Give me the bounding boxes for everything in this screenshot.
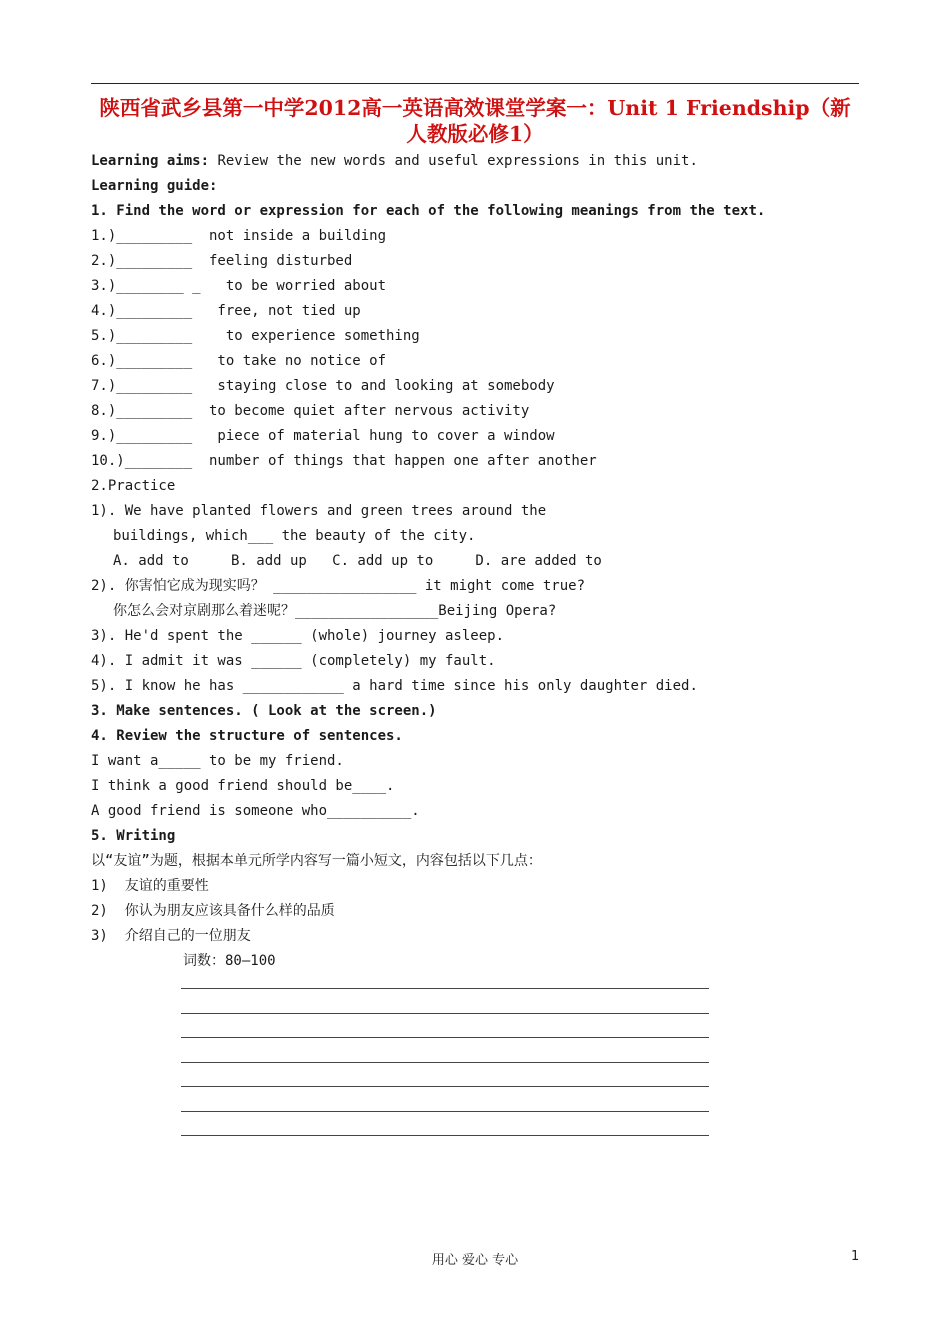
section5-heading: 5. Writing [91,828,176,844]
list-item: 10.)________ number of things that happen one after another [91,453,597,469]
list-item: 7.)_________ staying close to and looking at somebody [91,378,555,394]
practice-q2-line2: 你怎么会对京剧那么着迷呢？_________________Beijing Opera? [113,603,557,619]
list-item: I want a_____ to be my friend. [91,753,344,769]
list-item: 2) 你认为朋友应该具备什么样的品质 [91,903,335,919]
learning-guide-label: Learning guide: [91,178,218,194]
writing-blank-line [181,1086,709,1111]
learning-aims [91,149,881,174]
writing-blank-line [181,988,709,1013]
list-item: 5.)_________ to experience something [91,328,420,344]
writing-blank-line [181,1013,709,1038]
writing-blank-line [181,1062,709,1087]
list-item: 4.)_________ free, not tied up [91,303,361,319]
list-item: 8.)_________ to become quiet after nervous activity [91,403,530,419]
worksheet-body [91,149,881,974]
practice-q5: 5). I know he has ____________ a hard time since his only daughter died. [91,678,698,694]
practice-q1-line2: buildings, which___ the beauty of the city. [113,528,476,544]
header-rule [91,83,859,84]
list-item: 3) 介绍自己的一位朋友 [91,928,251,944]
list-item: I think a good friend should be____. [91,778,395,794]
learning-aims-text: Review the new words and useful expressions in this unit. [209,153,698,169]
section3-heading: 3. Make sentences. ( Look at the screen.) [91,703,437,719]
list-item: 1) 友谊的重要性 [91,878,209,894]
word-count: 词数：80—100 [183,953,276,969]
section2-heading: 2.Practice [91,478,176,494]
practice-q4: 4). I admit it was ______ (completely) my fault. [91,653,496,669]
page-number: 1 [851,1249,860,1264]
list-item: 2.)_________ feeling disturbed [91,253,353,269]
learning-aims-label: Learning aims: [91,153,210,169]
list-item: A good friend is someone who__________. [91,803,420,819]
writing-area [181,988,709,1160]
section4-heading: 4. Review the structure of sentences. [91,728,403,744]
practice-q3: 3). He'd spent the ______ (whole) journey asleep. [91,628,505,644]
list-item: 3.)________ _ to be worried about [91,278,387,294]
writing-blank-line [181,1037,709,1062]
practice-q1-options: A. add to B. add up C. add up to D. are added to [113,553,602,569]
footer-text: 用心 爱心 专心 [431,1253,519,1268]
writing-blank-line [181,1111,709,1136]
section1-heading: 1. Find the word or expression for each of the following meanings from the text. [91,203,766,219]
writing-instruction: 以“友谊”为题，根据本单元所学内容写一篇小短文，内容包括以下几点： [91,853,542,869]
list-item: 1.)_________ not inside a building [91,228,387,244]
list-item: 9.)_________ piece of material hung to cover a window [91,428,555,444]
list-item: 6.)_________ to take no notice of [91,353,387,369]
practice-q2-line1: 2). 你害怕它成为现实吗？ _________________ it might come true? [91,578,586,594]
practice-q1-line1: 1). We have planted flowers and green trees around the [91,503,547,519]
writing-blank-line [181,1135,709,1160]
document-title: 陕西省武乡县第一中学2012高一英语高效课堂学案一：Unit 1 Friendship（新人教版必修1） [99,96,851,146]
